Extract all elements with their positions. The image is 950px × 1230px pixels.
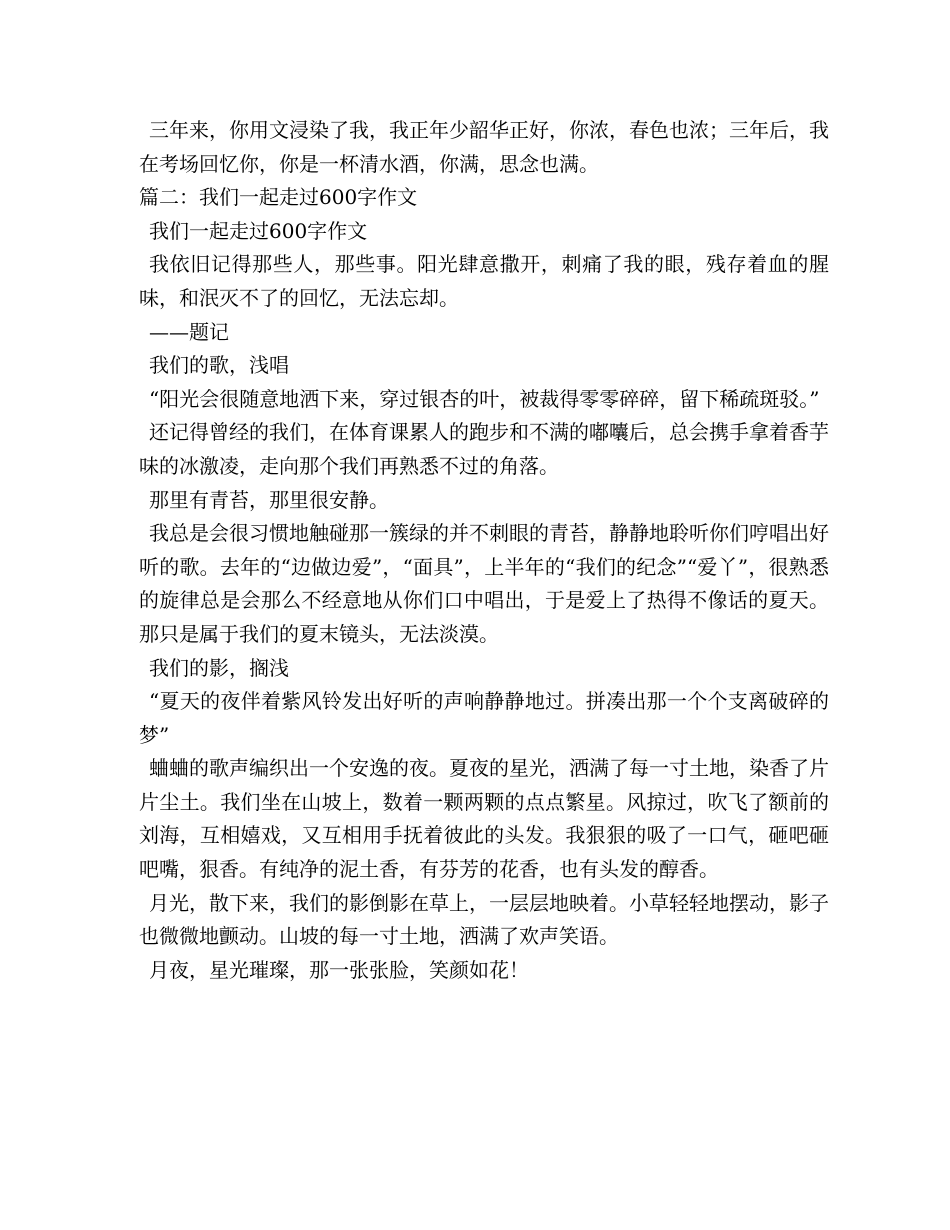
paragraph: 三年来，你用文浸染了我，我正年少韶华正好，你浓，春色也浓；三年后，我在考场回忆你，你是一杯清水酒，你满，思念也满。 — [139, 118, 829, 176]
subsection-heading: 我们的歌，浅唱 — [149, 353, 289, 378]
paragraph: 我依旧记得那些人，那些事。阳光肆意撒开，刺痛了我的眼，残存着血的腥味，和泯灭不了的回忆，无法忘却。 — [139, 252, 829, 310]
quote-paragraph: “阳光会很随意地洒下来，穿过银杏的叶，被裁得零零碎碎，留下稀疏斑驳。” — [149, 386, 820, 411]
section-heading: 篇二：我们一起走过600字作文 — [139, 185, 418, 210]
subsection-heading: 我们的影，搁浅 — [149, 655, 289, 680]
paragraph: 月光，散下来，我们的影倒影在草上，一层层地映着。小草轻轻地摆动，影子也微微地颤动。山坡的每一寸土地，洒满了欢声笑语。 — [139, 890, 829, 949]
document-body — [139, 114, 829, 987]
paragraph: 那里有青苔，那里很安静。 — [149, 487, 389, 512]
paragraph: 我总是会很习惯地触碰那一簇绿的并不刺眼的青苔，静静地聆听你们哼唱出好听的歌。去年的“边做边爱”，“面具”，上半年的“我们的纪念”“爱丫”，很熟悉的旋律总是会那么不经意地从你们口中唱出，于是爱上了热得不像话的夏天。那只是属于我们的夏末镜头，无法淡漠。 — [139, 521, 829, 646]
paragraph: 月夜，星光璀璨，那一张张脸，笑颜如花！ — [149, 957, 529, 982]
epigraph-attribution: ——题记 — [149, 319, 229, 344]
quote-paragraph: “夏天的夜伴着紫风铃发出好听的声响静静地过。拼凑出那一个个支离破碎的梦” — [139, 689, 829, 747]
paragraph: 蛐蛐的歌声编织出一个安逸的夜。夏夜的星光，洒满了每一寸土地，染香了片片尘土。我们坐在山坡上，数着一颗两颗的点点繁星。风掠过，吹飞了额前的刘海，互相嬉戏，又互相用手抚着彼此的头发。我狠狠的吸了一口气，砸吧砸吧嘴，狠香。有纯净的泥土香，有芬芳的花香，也有头发的醇香。 — [139, 756, 829, 882]
essay-title: 我们一起走过600字作文 — [149, 218, 368, 243]
paragraph: 还记得曾经的我们，在体育课累人的跑步和不满的嘟囔后，总会携手拿着香芋味的冰激凌，走向那个我们再熟悉不过的角落。 — [139, 420, 829, 478]
